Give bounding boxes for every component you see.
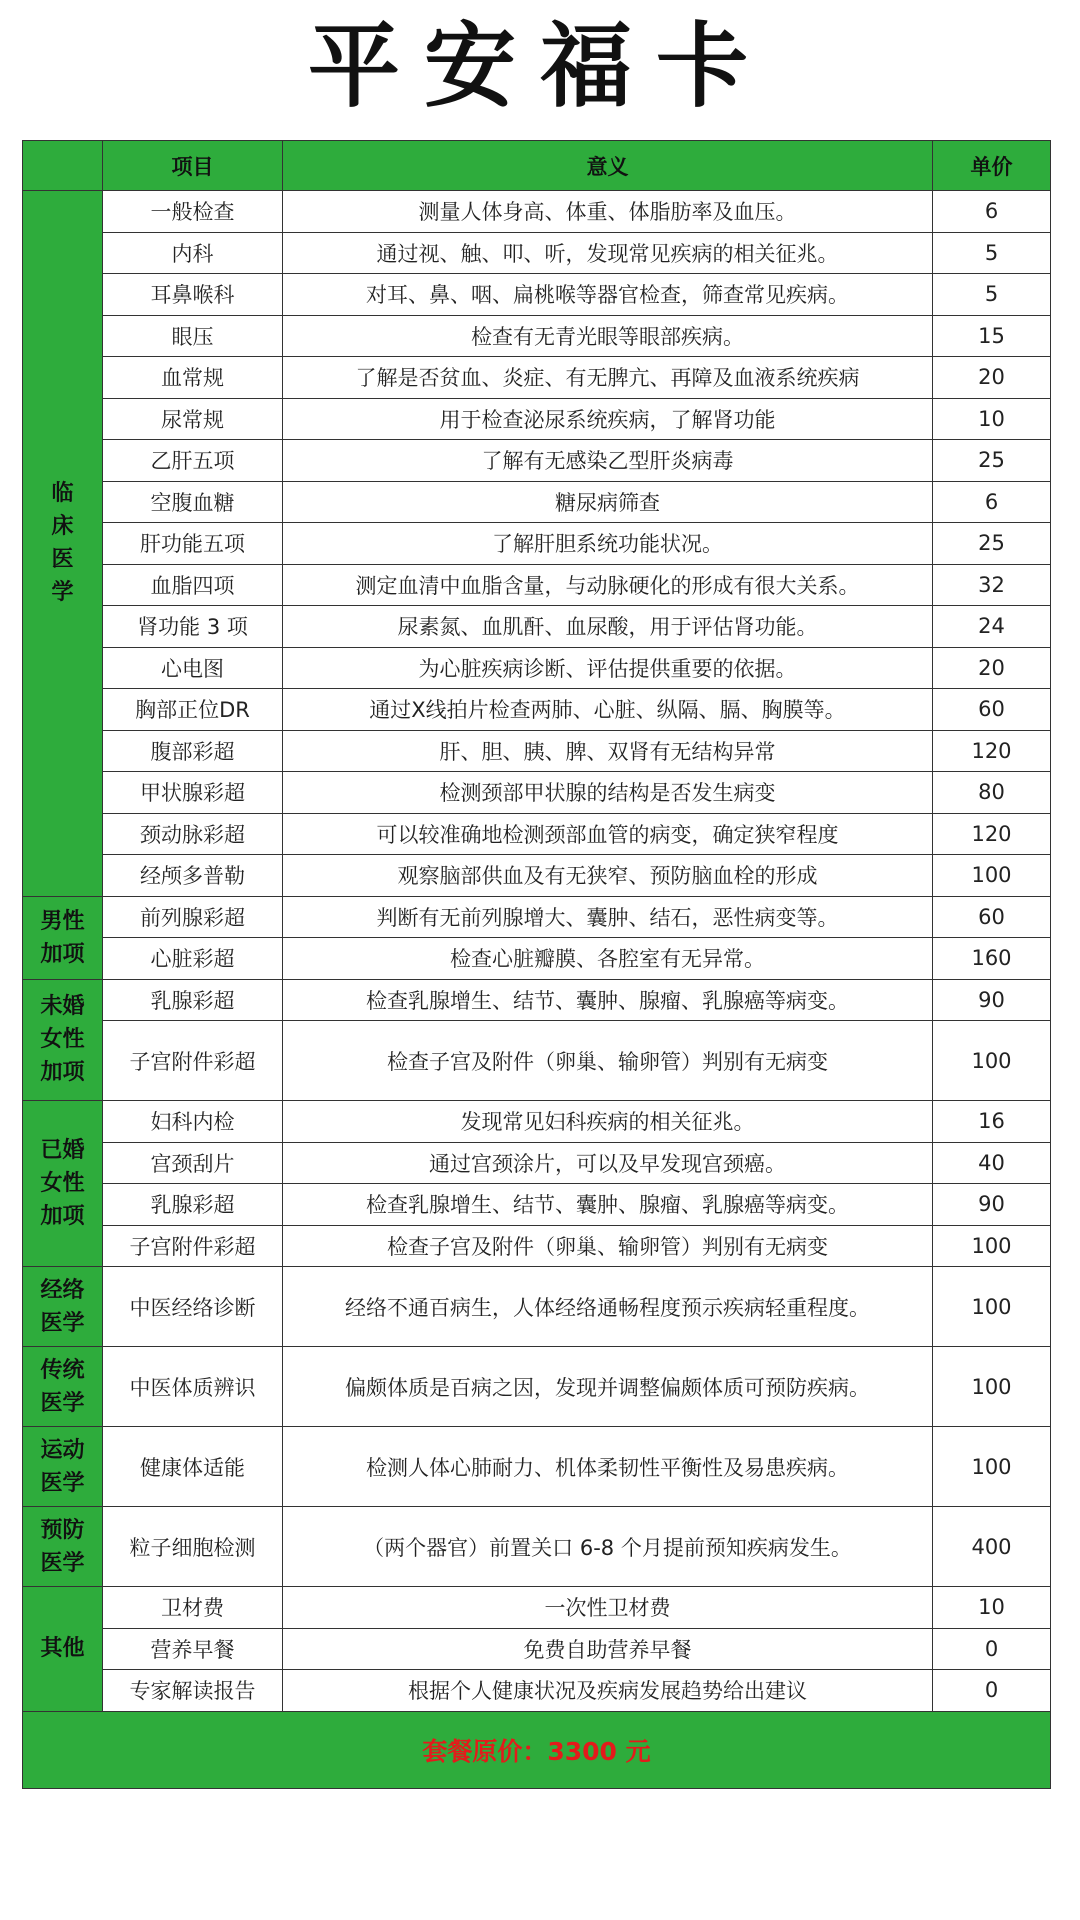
item-price: 6 (933, 191, 1051, 233)
item-meaning: 了解有无感染乙型肝炎病毒 (283, 440, 933, 482)
item-meaning: 一次性卫材费 (283, 1587, 933, 1629)
table-row (23, 1347, 1051, 1427)
table-row (23, 1225, 1051, 1267)
item-name: 腹部彩超 (103, 730, 283, 772)
item-name: 眼压 (103, 315, 283, 357)
table-row (23, 1267, 1051, 1347)
item-meaning: 检查心脏瓣膜、各腔室有无异常。 (283, 938, 933, 980)
item-name: 卫材费 (103, 1587, 283, 1629)
item-price: 100 (933, 1225, 1051, 1267)
table-row (23, 1628, 1051, 1670)
item-name: 宫颈刮片 (103, 1142, 283, 1184)
table-row (23, 979, 1051, 1021)
item-name: 心电图 (103, 647, 283, 689)
category-cell: 男性 加项 (23, 896, 103, 979)
item-price: 400 (933, 1507, 1051, 1587)
item-price: 90 (933, 1184, 1051, 1226)
item-price: 100 (933, 1021, 1051, 1101)
category-cell: 预防 医学 (23, 1507, 103, 1587)
item-name: 血脂四项 (103, 564, 283, 606)
category-cell: 传统 医学 (23, 1347, 103, 1427)
item-name: 子宫附件彩超 (103, 1225, 283, 1267)
category-cell: 未婚 女性 加项 (23, 979, 103, 1101)
item-price: 0 (933, 1670, 1051, 1712)
table-row (23, 1101, 1051, 1143)
header-price: 单价 (933, 141, 1051, 191)
item-name: 乙肝五项 (103, 440, 283, 482)
item-price: 20 (933, 647, 1051, 689)
item-meaning: 偏颇体质是百病之因，发现并调整偏颇体质可预防疾病。 (283, 1347, 933, 1427)
item-meaning: 检测人体心肺耐力、机体柔韧性平衡性及易患疾病。 (283, 1427, 933, 1507)
item-name: 乳腺彩超 (103, 979, 283, 1021)
item-price: 80 (933, 772, 1051, 814)
table-row (23, 896, 1051, 938)
category-cell: 经络 医学 (23, 1267, 103, 1347)
table-row (23, 1587, 1051, 1629)
table-row (23, 440, 1051, 482)
item-meaning: 检查子宫及附件（卵巢、输卵管）判别有无病变 (283, 1021, 933, 1101)
item-meaning: 检查乳腺增生、结节、囊肿、腺瘤、乳腺癌等病变。 (283, 979, 933, 1021)
item-price: 90 (933, 979, 1051, 1021)
total-row (23, 1711, 1051, 1788)
item-meaning: 测量人体身高、体重、体脂肪率及血压。 (283, 191, 933, 233)
item-meaning: 检测颈部甲状腺的结构是否发生病变 (283, 772, 933, 814)
table-row (23, 274, 1051, 316)
table-row (23, 1507, 1051, 1587)
item-meaning: 用于检查泌尿系统疾病，了解肾功能 (283, 398, 933, 440)
item-price: 10 (933, 398, 1051, 440)
item-name: 子宫附件彩超 (103, 1021, 283, 1101)
item-name: 营养早餐 (103, 1628, 283, 1670)
item-price: 32 (933, 564, 1051, 606)
item-price: 25 (933, 523, 1051, 565)
item-meaning: 根据个人健康状况及疾病发展趋势给出建议 (283, 1670, 933, 1712)
item-name: 前列腺彩超 (103, 896, 283, 938)
item-meaning: 通过X线拍片检查两肺、心脏、纵隔、膈、胸膜等。 (283, 689, 933, 731)
item-price: 5 (933, 274, 1051, 316)
item-name: 中医经络诊断 (103, 1267, 283, 1347)
item-meaning: 判断有无前列腺增大、囊肿、结石，恶性病变等。 (283, 896, 933, 938)
table-row (23, 523, 1051, 565)
item-name: 经颅多普勒 (103, 855, 283, 897)
table-row (23, 1021, 1051, 1101)
table-row (23, 772, 1051, 814)
item-name: 一般检查 (103, 191, 283, 233)
table-row (23, 1670, 1051, 1712)
item-price: 100 (933, 1347, 1051, 1427)
item-price: 40 (933, 1142, 1051, 1184)
item-name: 专家解读报告 (103, 1670, 283, 1712)
header-category (23, 141, 103, 191)
item-name: 心脏彩超 (103, 938, 283, 980)
item-name: 乳腺彩超 (103, 1184, 283, 1226)
page-title: 平安福卡 (307, 13, 772, 120)
item-name: 肾功能 3 项 (103, 606, 283, 648)
header-row (23, 141, 1051, 191)
item-price: 100 (933, 855, 1051, 897)
table-row (23, 564, 1051, 606)
item-price: 20 (933, 357, 1051, 399)
item-name: 尿常规 (103, 398, 283, 440)
table-row (23, 398, 1051, 440)
item-name: 肝功能五项 (103, 523, 283, 565)
table-row (23, 730, 1051, 772)
table-row (23, 606, 1051, 648)
table-row (23, 481, 1051, 523)
item-price: 6 (933, 481, 1051, 523)
item-meaning: 免费自助营养早餐 (283, 1628, 933, 1670)
item-meaning: 了解肝胆系统功能状况。 (283, 523, 933, 565)
item-meaning: 检查子宫及附件（卵巢、输卵管）判别有无病变 (283, 1225, 933, 1267)
item-name: 耳鼻喉科 (103, 274, 283, 316)
item-name: 空腹血糖 (103, 481, 283, 523)
item-name: 内科 (103, 232, 283, 274)
category-cell: 已婚 女性 加项 (23, 1101, 103, 1267)
header-item: 项目 (103, 141, 283, 191)
item-name: 颈动脉彩超 (103, 813, 283, 855)
item-name: 妇科内检 (103, 1101, 283, 1143)
item-name: 健康体适能 (103, 1427, 283, 1507)
item-name: 甲状腺彩超 (103, 772, 283, 814)
item-price: 60 (933, 896, 1051, 938)
item-meaning: 为心脏疾病诊断、评估提供重要的依据。 (283, 647, 933, 689)
item-name: 中医体质辨识 (103, 1347, 283, 1427)
item-meaning: 经络不通百病生，人体经络通畅程度预示疾病轻重程度。 (283, 1267, 933, 1347)
item-meaning: 测定血清中血脂含量，与动脉硬化的形成有很大关系。 (283, 564, 933, 606)
item-price: 10 (933, 1587, 1051, 1629)
table-row (23, 1184, 1051, 1226)
item-meaning: 肝、胆、胰、脾、双肾有无结构异常 (283, 730, 933, 772)
table-row (23, 689, 1051, 731)
item-meaning: 糖尿病筛查 (283, 481, 933, 523)
item-meaning: 检查有无青光眼等眼部疾病。 (283, 315, 933, 357)
table-row (23, 647, 1051, 689)
table-row (23, 855, 1051, 897)
table-row (23, 357, 1051, 399)
item-meaning: 通过宫颈涂片，可以及早发现宫颈癌。 (283, 1142, 933, 1184)
item-price: 16 (933, 1101, 1051, 1143)
item-price: 0 (933, 1628, 1051, 1670)
item-meaning: 对耳、鼻、咽、扁桃喉等器官检查，筛查常见疾病。 (283, 274, 933, 316)
total-price-text: 套餐原价：3300 元 (23, 1711, 1051, 1788)
item-meaning: （两个器官）前置关口 6-8 个月提前预知疾病发生。 (283, 1507, 933, 1587)
category-cell: 运动 医学 (23, 1427, 103, 1507)
table-row (23, 315, 1051, 357)
table-row (23, 232, 1051, 274)
item-price: 24 (933, 606, 1051, 648)
item-name: 粒子细胞检测 (103, 1507, 283, 1587)
item-price: 15 (933, 315, 1051, 357)
table-row (23, 1142, 1051, 1184)
item-price: 60 (933, 689, 1051, 731)
item-meaning: 了解是否贫血、炎症、有无脾亢、再障及血液系统疾病 (283, 357, 933, 399)
item-price: 120 (933, 813, 1051, 855)
item-meaning: 通过视、触、叩、听，发现常见疾病的相关征兆。 (283, 232, 933, 274)
item-meaning: 发现常见妇科疾病的相关征兆。 (283, 1101, 933, 1143)
table-row (23, 813, 1051, 855)
item-price: 160 (933, 938, 1051, 980)
table-row (23, 1427, 1051, 1507)
price-table (22, 140, 1051, 1789)
item-price: 100 (933, 1267, 1051, 1347)
item-price: 100 (933, 1427, 1051, 1507)
header-meaning: 意义 (283, 141, 933, 191)
table-row (23, 938, 1051, 980)
item-price: 5 (933, 232, 1051, 274)
item-meaning: 尿素氮、血肌酐、血尿酸，用于评估肾功能。 (283, 606, 933, 648)
item-price: 120 (933, 730, 1051, 772)
item-meaning: 检查乳腺增生、结节、囊肿、腺瘤、乳腺癌等病变。 (283, 1184, 933, 1226)
category-cell: 其他 (23, 1587, 103, 1712)
item-meaning: 可以较准确地检测颈部血管的病变，确定狭窄程度 (283, 813, 933, 855)
item-meaning: 观察脑部供血及有无狭窄、预防脑血栓的形成 (283, 855, 933, 897)
item-name: 胸部正位DR (103, 689, 283, 731)
table-row (23, 191, 1051, 233)
category-cell: 临 床 医 学 (23, 191, 103, 897)
item-name: 血常规 (103, 357, 283, 399)
item-price: 25 (933, 440, 1051, 482)
